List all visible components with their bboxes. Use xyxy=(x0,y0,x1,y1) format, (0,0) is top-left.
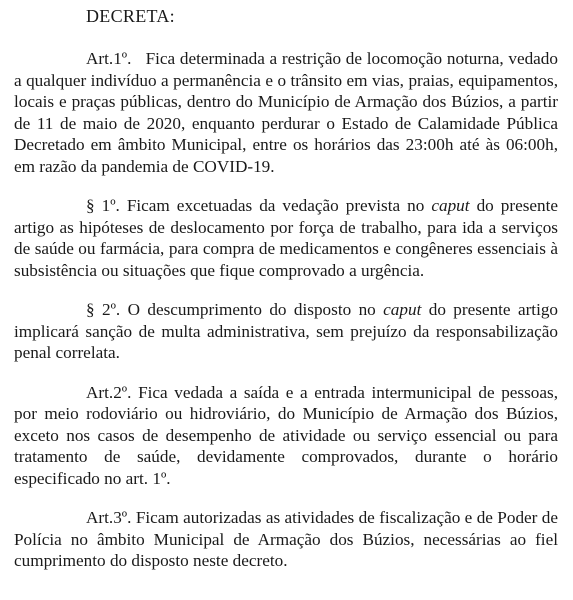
decree-heading: DECRETA: xyxy=(86,6,175,26)
paragraph-1-label: § 1º. xyxy=(86,196,120,215)
article-1 xyxy=(14,48,558,177)
article-3-label: Art.3º. xyxy=(86,508,132,527)
paragraph-1-text-before: Ficam excetuadas da vedação prevista no xyxy=(126,196,425,215)
article-3 xyxy=(14,507,558,572)
paragraph-2-text-before: O descumprimento do disposto no xyxy=(127,300,376,319)
article-3-text: Ficam autorizadas as atividades de fiscalização e de Poder de Polícia no âmbito Municipal de Armação dos Búzios, necessárias ao fiel cumprimento do disposto neste decreto. xyxy=(14,508,559,570)
article-1-text: Fica determinada a restrição de locomoção noturna, vedado a qualquer indivíduo a permanência e o trânsito em vias, praias, equipamentos, locais e praças públicas, dentro do Município de Armação dos Búzios, a partir de 11 de maio de 2020, enquanto perdurar o Estado de Calamidade Pública Decretado em âmbito Municipal, entre os horários das 23:00h até às 06:00h, em razão da pandemia de COVID-19. xyxy=(14,49,558,176)
paragraph-1 xyxy=(14,195,558,281)
paragraph-2 xyxy=(14,299,558,364)
paragraph-2-caput: caput xyxy=(383,300,422,319)
article-2-label: Art.2º. xyxy=(86,382,132,402)
article-2 xyxy=(14,382,558,490)
paragraph-2-label: § 2º. xyxy=(86,300,121,319)
article-1-label: Art.1º. xyxy=(86,49,132,68)
decree-page xyxy=(14,4,558,572)
paragraph-1-caput: caput xyxy=(431,196,470,215)
paragraph-2-text-after: do presente artigo implicará sanção de multa administrativa, sem prejuízo da responsabilização penal correlata. xyxy=(14,300,559,362)
article-2-text: Fica vedada a saída e a entrada intermunicipal de pessoas, por meio rodoviário ou hidroviário, do Município de Armação dos Búzios, exceto nos casos de desempenho de atividade ou serviço essencial ou para tratamento de saúde, devidamente comprovados, durante o horário especificado no art. 1º. xyxy=(14,382,559,488)
paragraph-1-text-after: do presente artigo as hipóteses de deslocamento por força de trabalho, para ida a serviços de saúde ou farmácia, para compra de medicamentos e congêneres essenciais à subsistência ou situações que fique comprovado a urgência. xyxy=(14,196,559,280)
